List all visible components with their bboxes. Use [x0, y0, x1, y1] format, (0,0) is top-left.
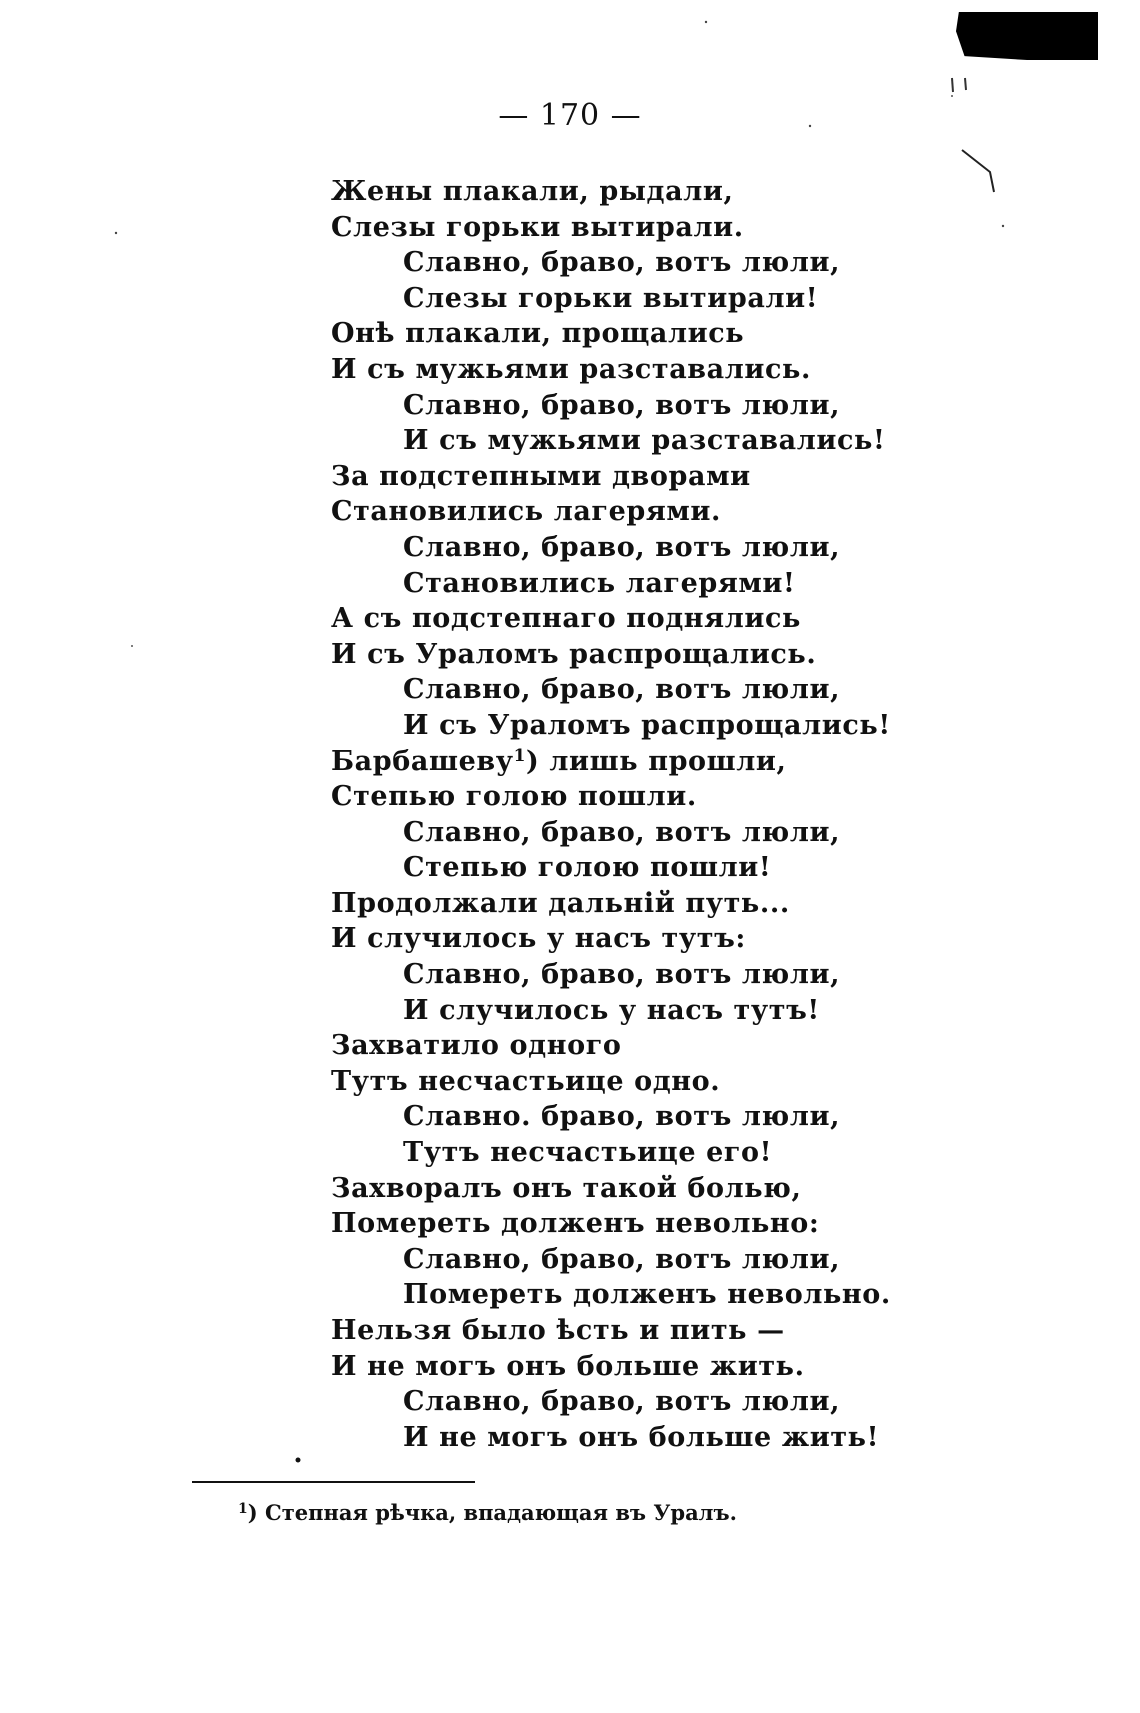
verse-line — [331, 174, 971, 210]
poem-body — [331, 174, 971, 1455]
verse-line — [331, 886, 971, 922]
verse-line — [331, 1313, 971, 1349]
verse-line — [331, 459, 971, 495]
refrain-line — [331, 423, 971, 459]
verse-line — [331, 316, 971, 352]
verse-line — [331, 1206, 971, 1242]
line-text: Продолжали дальній путь... — [331, 887, 790, 919]
verse-line — [331, 210, 971, 246]
verse-line — [331, 1349, 971, 1385]
page-number: — 170 — — [498, 98, 642, 133]
line-text: И не могъ онъ больше жить. — [331, 1350, 805, 1382]
line-text: Славно, браво, вотъ люли, — [403, 247, 841, 279]
line-text: Помереть долженъ невольно: — [331, 1208, 820, 1240]
line-text-continued: ) лишь прошли, — [526, 745, 787, 777]
line-text: Захватило одного — [331, 1030, 622, 1062]
refrain-line — [331, 388, 971, 424]
verse-line — [331, 494, 971, 530]
line-text: Слезы горьки вытирали. — [331, 211, 744, 243]
line-text: И съ мужьями разставались. — [331, 353, 811, 385]
footnote-text: ) Степная рѣчка, впадающая въ Уралъ. — [247, 1500, 737, 1525]
line-text: Славно, браво, вотъ люли, — [403, 1386, 841, 1418]
verse-line — [331, 744, 971, 780]
refrain-line — [331, 1135, 971, 1171]
line-text: Барбашеву — [331, 745, 514, 777]
verse-line — [331, 601, 971, 637]
line-text: И случилось у насъ тутъ: — [331, 923, 746, 955]
footnote — [238, 1500, 737, 1525]
line-text: И съ Ураломъ распрощались. — [331, 638, 817, 670]
line-text: А съ подстепнаго поднялись — [331, 603, 801, 635]
refrain-line — [331, 1277, 971, 1313]
line-text: Тутъ несчастьице одно. — [331, 1065, 721, 1097]
line-text: Нельзя было ѣсть и пить — — [331, 1315, 785, 1346]
refrain-line — [331, 1384, 971, 1420]
line-text: Слезы горьки вытирали! — [403, 282, 819, 314]
line-text: Славно, браво, вотъ люли, — [403, 389, 841, 421]
verse-line — [331, 1171, 971, 1207]
refrain-line — [331, 1242, 971, 1278]
verse-line — [331, 779, 971, 815]
verse-line — [331, 1028, 971, 1064]
refrain-line — [331, 1420, 971, 1456]
line-text: Славно, браво, вотъ люли, — [403, 959, 841, 991]
footnote-divider — [192, 1481, 475, 1483]
line-text: Степью голою пошли. — [331, 781, 697, 813]
footnote-reference: 1 — [513, 745, 527, 766]
verse-line — [331, 637, 971, 673]
refrain-line — [331, 672, 971, 708]
refrain-line — [331, 993, 971, 1029]
footnote-marker: 1 — [238, 1501, 248, 1517]
line-text: Славно, браво, вотъ люли, — [403, 816, 841, 848]
line-text: Становились лагерями! — [403, 567, 796, 599]
refrain-line — [331, 815, 971, 851]
line-text: И случилось у насъ тутъ! — [403, 994, 820, 1026]
line-text: За подстепными дворами — [331, 460, 751, 492]
verse-line — [331, 352, 971, 388]
refrain-line — [331, 957, 971, 993]
refrain-line — [331, 708, 971, 744]
line-text: Жены плакали, рыдали, — [331, 176, 734, 207]
refrain-line — [331, 566, 971, 602]
line-text: И не могъ онъ больше жить! — [403, 1421, 880, 1453]
line-text: Онѣ плакали, прощались — [331, 318, 745, 350]
refrain-line — [331, 245, 971, 281]
refrain-line — [331, 530, 971, 566]
line-text: И съ мужьями разставались! — [403, 425, 886, 457]
line-text: Славно, браво, вотъ люли, — [403, 531, 841, 563]
line-text: Славно, браво, вотъ люли, — [403, 674, 841, 706]
refrain-line — [331, 850, 971, 886]
line-text: Захворалъ онъ такой болью, — [331, 1172, 802, 1204]
verse-line — [331, 921, 971, 957]
line-text: Становились лагерями. — [331, 496, 722, 528]
refrain-line — [331, 1099, 971, 1135]
line-text: Помереть долженъ невольно. — [403, 1279, 891, 1311]
line-text: И съ Ураломъ распрощались! — [403, 709, 891, 741]
line-text: Степью голою пошли! — [403, 852, 772, 884]
verse-line — [331, 1064, 971, 1100]
line-text: Славно, браво, вотъ люли, — [403, 1243, 841, 1275]
line-text: Славно. браво, вотъ люли, — [403, 1101, 841, 1133]
refrain-line — [331, 281, 971, 317]
line-text: Тутъ несчастьице его! — [403, 1137, 773, 1169]
